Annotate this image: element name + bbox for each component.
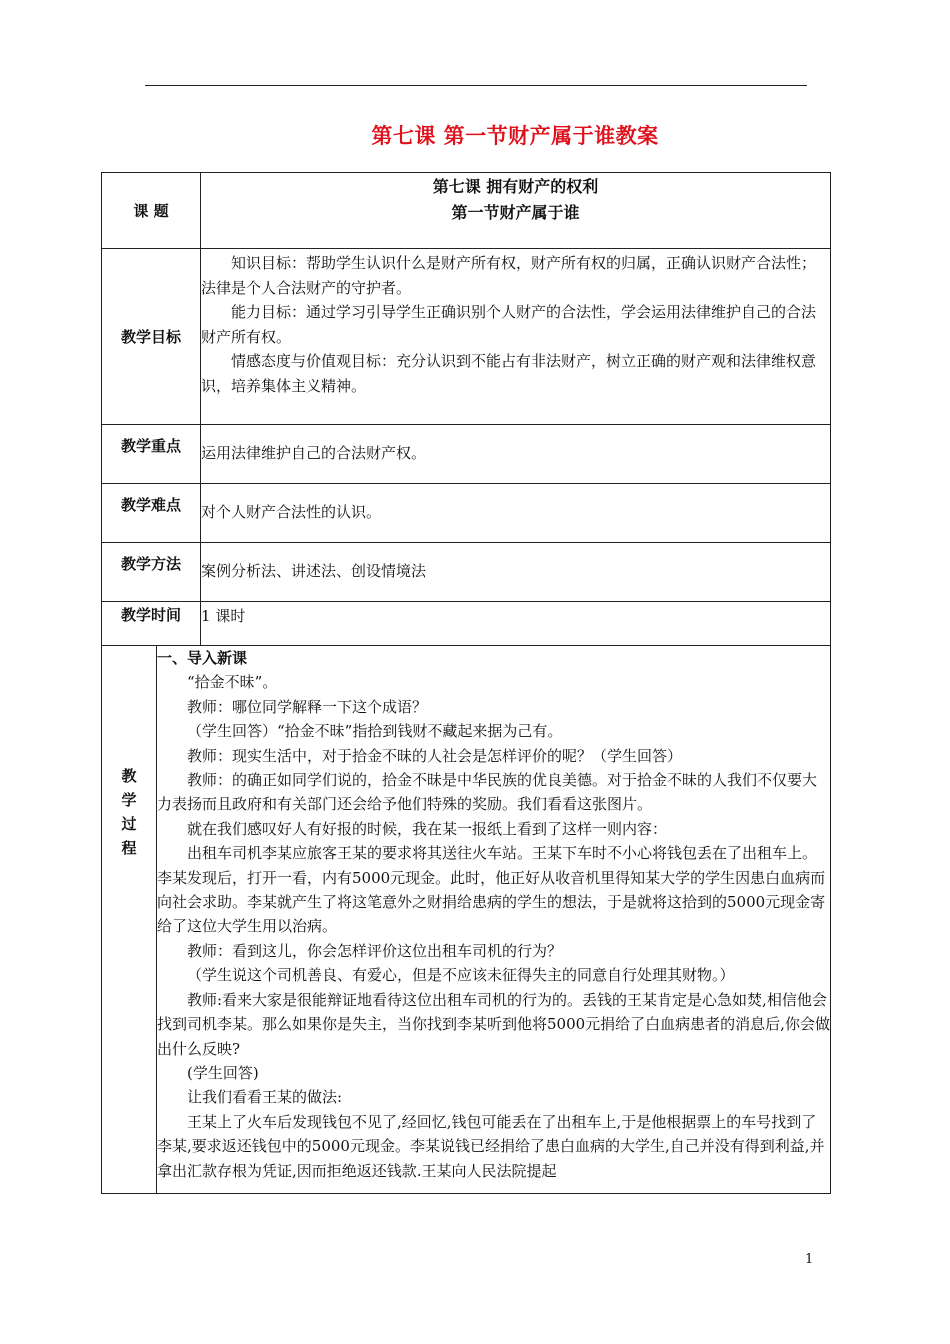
- goal-knowledge: 知识目标：帮助学生认识什么是财产所有权，财产所有权的归属，正确认识财产合法性；法律是个人合法财产的守护者。: [201, 254, 817, 297]
- row-key-point: [102, 425, 831, 484]
- process-paragraph: 教师:看来大家是很能辩证地看待这位出租车司机的行为的。丢钱的王某肯定是心急如焚,相信他会找到司机李某。那么如果你是失主，当你找到李某听到他将5000元捐给了白血病患者的消息后,你会做出什么反映?: [157, 990, 830, 1058]
- process-paragraph: 出租车司机李某应旅客王某的要求将其送往火车站。王某下车时不小心将钱包丢在了出租车上。李某发现后，打开一看，内有5000元现金。此时，他正好从收音机里得知某大学的学生因患白血病而向社会求助。李某就产生了将这笔意外之财捐给患病的学生的想法，于是就将这拾到的5000元现金寄给了这位大学生用以治病。: [157, 844, 826, 936]
- subject-line-2: 第一节财产属于谁: [451, 203, 580, 222]
- goal-attitude: 情感态度与价值观目标：充分认识到不能占有非法财产，树立正确的财产观和法律维权意识，培养集体主义精神。: [201, 352, 817, 395]
- process-paragraph: 教师：看到这儿，你会怎样评价这位出租车司机的行为？: [187, 941, 563, 960]
- key-point-label: 教学重点: [102, 425, 201, 484]
- goal-ability: 能力目标：通过学习引导学生正确识别个人财产的合法性，学会运用法律维护自己的合法财产所有权。: [201, 303, 817, 346]
- subject-content: [201, 173, 831, 249]
- difficulty-label: 教学难点: [102, 484, 201, 543]
- document-title: 第七课 第一节财产属于谁教案: [371, 124, 659, 148]
- method-value: 案例分析法、讲述法、创设情境法: [201, 543, 831, 602]
- process-heading: 一、导入新课: [157, 649, 248, 667]
- process-paragraph: 让我们看看王某的做法:: [187, 1088, 343, 1107]
- row-method: [102, 543, 831, 602]
- process-label: [121, 764, 137, 860]
- page-number: 1: [805, 1252, 814, 1267]
- process-label-char: 教: [121, 767, 137, 785]
- process-paragraph: 教师：的确正如同学们说的，拾金不昧是中华民族的优良美德。对于拾金不昧的人我们不仅要大力表扬而且政府和有关部门还会给予他们特殊的奖励。我们看看这张图片。: [157, 771, 818, 814]
- process-label-char: 程: [121, 839, 137, 857]
- difficulty-value: 对个人财产合法性的认识。: [201, 484, 831, 543]
- process-paragraph: “拾金不昧”。: [187, 673, 278, 692]
- process-paragraph: 教师：现实生活中，对于拾金不昧的人社会是怎样评价的呢？（学生回答）: [187, 746, 683, 765]
- process-paragraph: 王某上了火车后发现钱包不见了,经回忆,钱包可能丢在了出租车上,于是他根据票上的车号找到了李某,要求返还钱包中的5000元现金。李某说钱已经捐给了患白血病的大学生,自己并没有得到利益,并拿出汇款存根为凭证,因而拒绝返还钱款.王某向人民法院提起: [157, 1112, 825, 1180]
- time-label: 教学时间: [102, 602, 201, 646]
- row-difficulty: [102, 484, 831, 543]
- time-value: 1 课时: [201, 602, 831, 646]
- subject-line-1: 第七课 拥有财产的权利: [432, 177, 599, 196]
- process-paragraph: 教师：哪位同学解释一下这个成语？: [187, 697, 428, 716]
- header-rule: [145, 85, 807, 86]
- process-label-char: 学: [121, 791, 137, 809]
- process-content: [157, 646, 831, 1194]
- process-paragraph: （学生说这个司机善良、有爱心，但是不应该未征得失主的同意自行处理其财物。）: [187, 966, 735, 985]
- lesson-plan-table: [101, 172, 831, 1194]
- row-process: [102, 646, 831, 1194]
- process-label-cell: [102, 646, 157, 1194]
- row-goals: [102, 249, 831, 425]
- key-point-value: 运用法律维护自己的合法财产权。: [201, 425, 831, 484]
- subject-label: 课 题: [102, 173, 201, 249]
- process-paragraph: （学生回答）“拾金不昧”指拾到钱财不藏起来据为己有。: [187, 722, 563, 741]
- goals-content: [201, 249, 831, 425]
- row-subject: [102, 173, 831, 249]
- goals-label: 教学目标: [102, 249, 201, 425]
- row-time: [102, 602, 831, 646]
- process-paragraph: 就在我们感叹好人有好报的时候，我在某一报纸上看到了这样一则内容：: [187, 819, 668, 838]
- method-label: 教学方法: [102, 543, 201, 602]
- process-paragraph: (学生回答): [187, 1063, 259, 1082]
- process-label-char: 过: [121, 815, 137, 833]
